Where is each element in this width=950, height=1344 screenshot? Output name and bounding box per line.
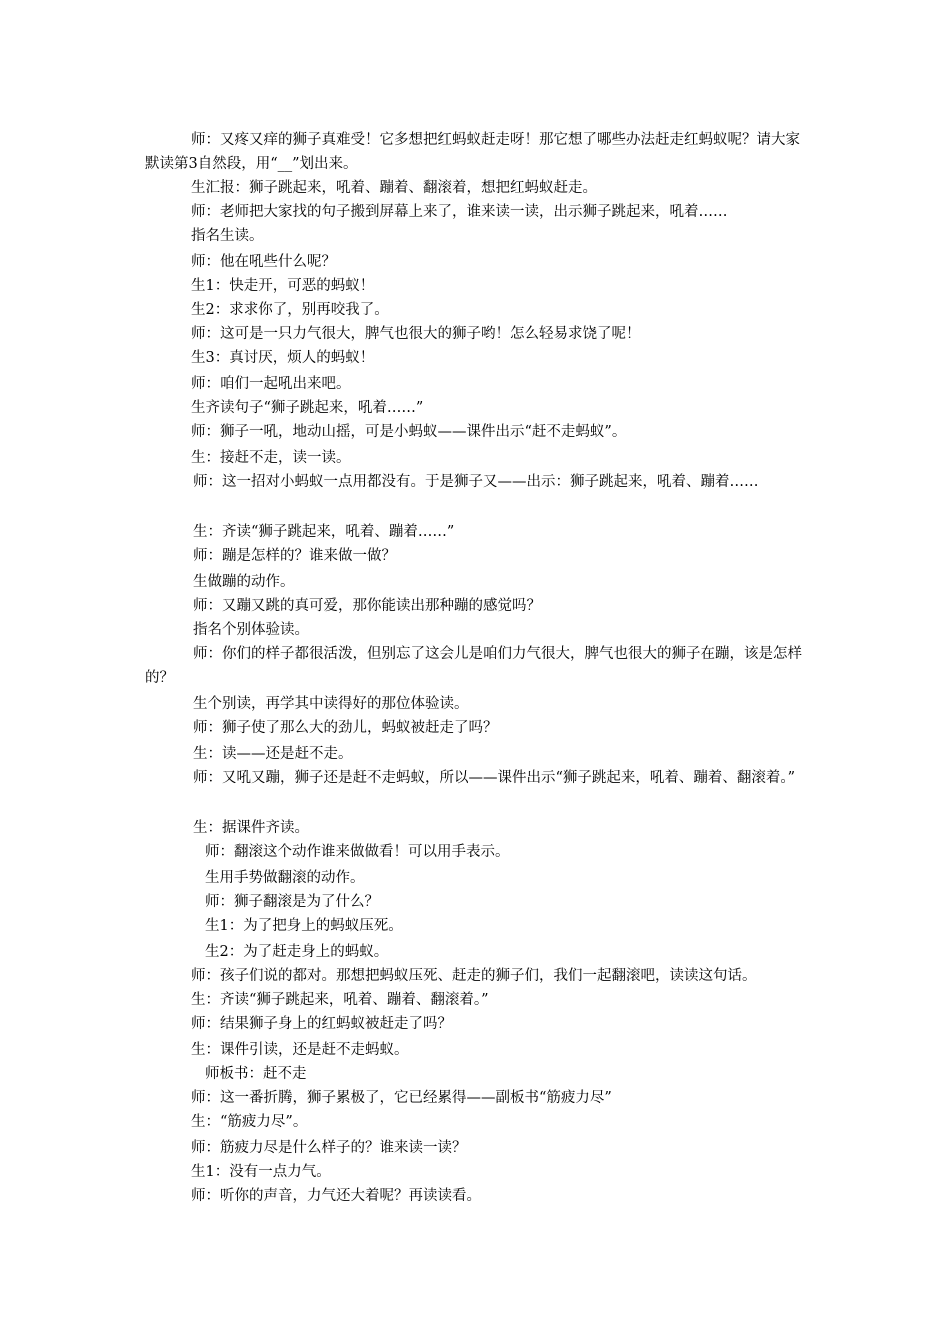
paragraph: 师：这一番折腾，狮子累极了，它已经累得——副板书“筋疲力尽” — [191, 1090, 612, 1106]
paragraph: 师：听你的声音，力气还大着呢？再读读看。 — [191, 1188, 481, 1204]
paragraph: 师：狮子一吼，地动山摇，可是小蚂蚁——课件出示“赶不走蚂蚁”。 — [191, 424, 627, 440]
paragraph: 生1：为了把身上的蚂蚁压死。 — [205, 918, 403, 934]
paragraph: 生用手势做翻滚的动作。 — [205, 870, 365, 886]
paragraph: 生3：真讨厌，烦人的蚂蚁！ — [191, 350, 375, 366]
paragraph: 师：这一招对小蚂蚁一点用都没有。于是狮子又——出示：狮子跳起来，吼着、蹦着…… — [193, 474, 759, 490]
paragraph: 生做蹦的动作。 — [193, 574, 295, 590]
paragraph: 指名个别体验读。 — [193, 622, 309, 638]
paragraph: 师：他在吼些什么呢？ — [191, 254, 336, 270]
paragraph: 生个别读，再学其中读得好的那位体验读。 — [193, 696, 469, 712]
paragraph: 生：齐读“狮子跳起来，吼着、蹦着、翻滚着。” — [191, 992, 489, 1008]
paragraph: 生：课件引读，还是赶不走蚂蚁。 — [191, 1042, 409, 1058]
paragraph: 师：又吼又蹦，狮子还是赶不走蚂蚁，所以——课件出示“狮子跳起来，吼着、蹦着、翻滚着。” — [193, 770, 796, 786]
paragraph: 生：据课件齐读。 — [193, 820, 309, 836]
paragraph: 师：筋疲力尽是什么样子的？谁来读一读？ — [191, 1140, 467, 1156]
paragraph: 生：接赶不走，读一读。 — [191, 450, 351, 466]
paragraph: 生：读——还是赶不走。 — [193, 746, 353, 762]
paragraph: 生1：快走开，可恶的蚂蚁！ — [191, 278, 375, 294]
paragraph: 师：狮子翻滚是为了什么？ — [205, 894, 379, 910]
paragraph: 生2：为了赶走身上的蚂蚁。 — [205, 944, 389, 960]
paragraph: 师：翻滚这个动作谁来做做看！可以用手表示。 — [205, 844, 510, 860]
paragraph: 师：咱们一起吼出来吧。 — [191, 376, 351, 392]
paragraph: 师：又疼又痒的狮子真难受！它多想把红蚂蚁赶走呀！那它想了哪些办法赶走红蚂蚁呢？请大家默读第3自然段，用“__”划出来。 — [145, 132, 800, 172]
paragraph: 生1：没有一点力气。 — [191, 1164, 331, 1180]
paragraph: 师：蹦是怎样的？谁来做一做？ — [193, 548, 396, 564]
paragraph: 师：又蹦又跳的真可爱，那你能读出那种蹦的感觉吗？ — [193, 598, 541, 614]
paragraph: 指名生读。 — [191, 228, 264, 244]
paragraph: 生：“筋疲力尽”。 — [191, 1114, 308, 1130]
paragraph: 师：这可是一只力气很大，脾气也很大的狮子哟！怎么轻易求饶了呢！ — [191, 326, 641, 342]
paragraph: 师：老师把大家找的句子搬到屏幕上来了，谁来读一读，出示狮子跳起来，吼着…… — [191, 204, 728, 220]
paragraph: 师板书：赶不走 — [205, 1066, 307, 1082]
paragraph: 师：你们的样子都很活泼，但别忘了这会儿是咱们力气很大，脾气也很大的狮子在蹦，该是怎样的？ — [145, 646, 802, 686]
paragraph: 生：齐读“狮子跳起来，吼着、蹦着……” — [193, 524, 455, 540]
paragraph: 生齐读句子“狮子跳起来，吼着……” — [191, 400, 424, 416]
paragraph: 师：狮子使了那么大的劲儿，蚂蚁被赶走了吗？ — [193, 720, 498, 736]
paragraph: 师：结果狮子身上的红蚂蚁被赶走了吗？ — [191, 1016, 452, 1032]
paragraph: 生汇报：狮子跳起来，吼着、蹦着、翻滚着，想把红蚂蚁赶走。 — [191, 180, 597, 196]
paragraph: 生2：求求你了，别再咬我了。 — [191, 302, 389, 318]
paragraph: 师：孩子们说的都对。那想把蚂蚁压死、赶走的狮子们，我们一起翻滚吧，读读这句话。 — [191, 968, 757, 984]
